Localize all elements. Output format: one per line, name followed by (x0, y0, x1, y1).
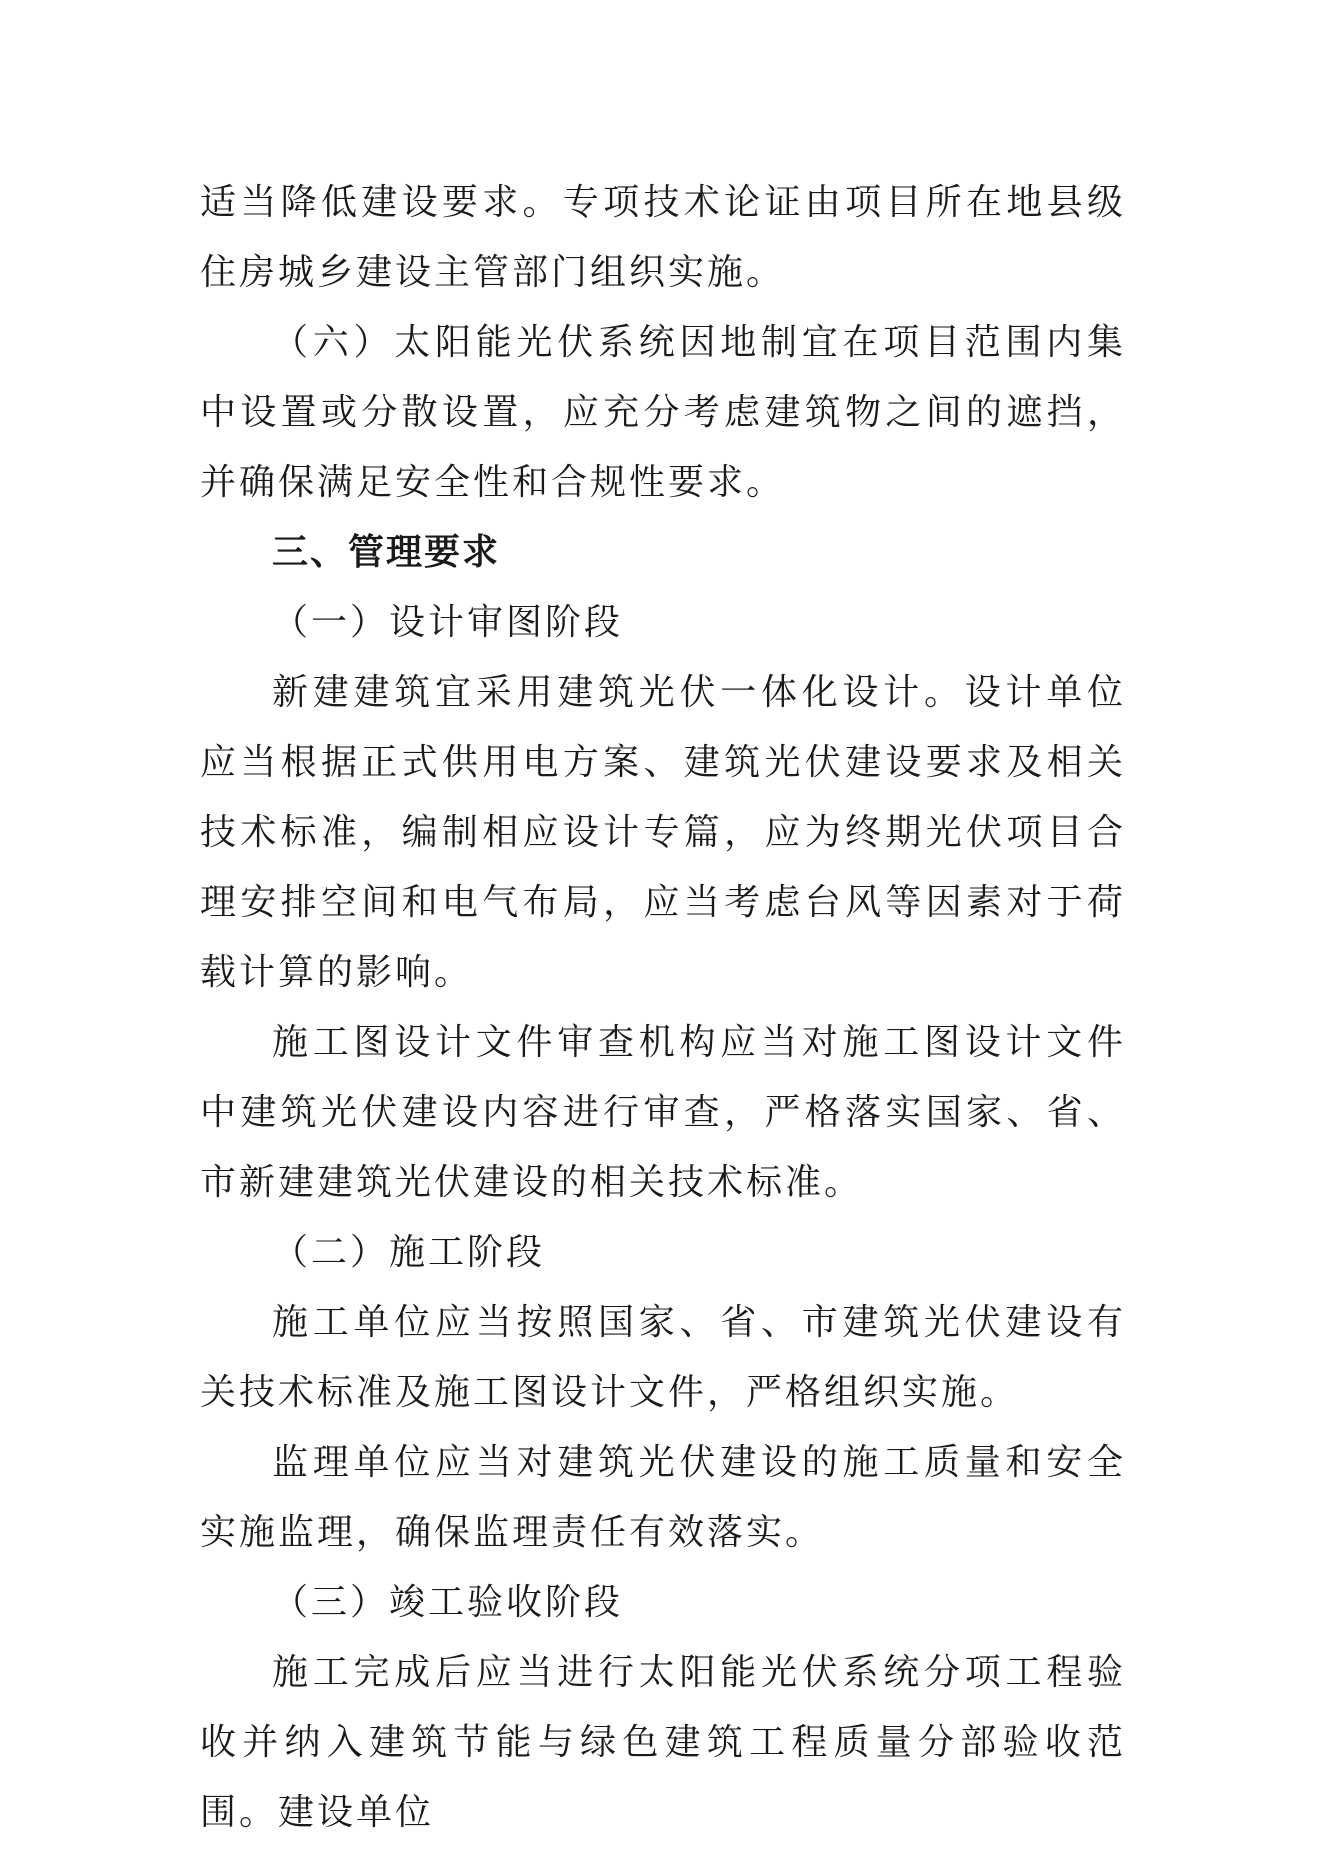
subheading-acceptance: （三）竣工验收阶段 (272, 1582, 624, 1623)
paragraph-supervision-unit: 监理单位应当对建筑光伏建设的施工质量和安全实施监理，确保监理责任有效落实。 (200, 1442, 1126, 1553)
paragraph-item-six: （六）太阳能光伏系统因地制宜在项目范围内集中设置或分散设置，应充分考虑建筑物之间的遮挡，并确保满足安全性和合规性要求。 (200, 322, 1126, 503)
subheading-design-review: （一）设计审图阶段 (272, 602, 624, 643)
section-heading-management: 三、管理要求 (272, 532, 501, 573)
paragraph-continuation: 适当降低建设要求。专项技术论证由项目所在地县级住房城乡建设主管部门组织实施。 (200, 182, 1126, 293)
paragraph-design-unit: 新建建筑宜采用建筑光伏一体化设计。设计单位应当根据正式供用电方案、建筑光伏建设要求及相关技术标准，编制相应设计专篇，应为终期光伏项目合理安排空间和电气布局，应当考虑台风等因素对于荷载计算的影响。 (200, 672, 1126, 993)
subheading-construction: （二）施工阶段 (272, 1232, 546, 1273)
paragraph-acceptance: 施工完成后应当进行太阳能光伏系统分项工程验收并纳入建筑节能与绿色建筑工程质量分部验收范围。建设单位 (200, 1652, 1126, 1833)
paragraph-construction-unit: 施工单位应当按照国家、省、市建筑光伏建设有关技术标准及施工图设计文件，严格组织实施。 (200, 1302, 1126, 1413)
paragraph-review-agency: 施工图设计文件审查机构应当对施工图设计文件中建筑光伏建设内容进行审查，严格落实国家、省、市新建建筑光伏建设的相关技术标准。 (200, 1022, 1126, 1203)
document-body (200, 168, 1126, 1848)
